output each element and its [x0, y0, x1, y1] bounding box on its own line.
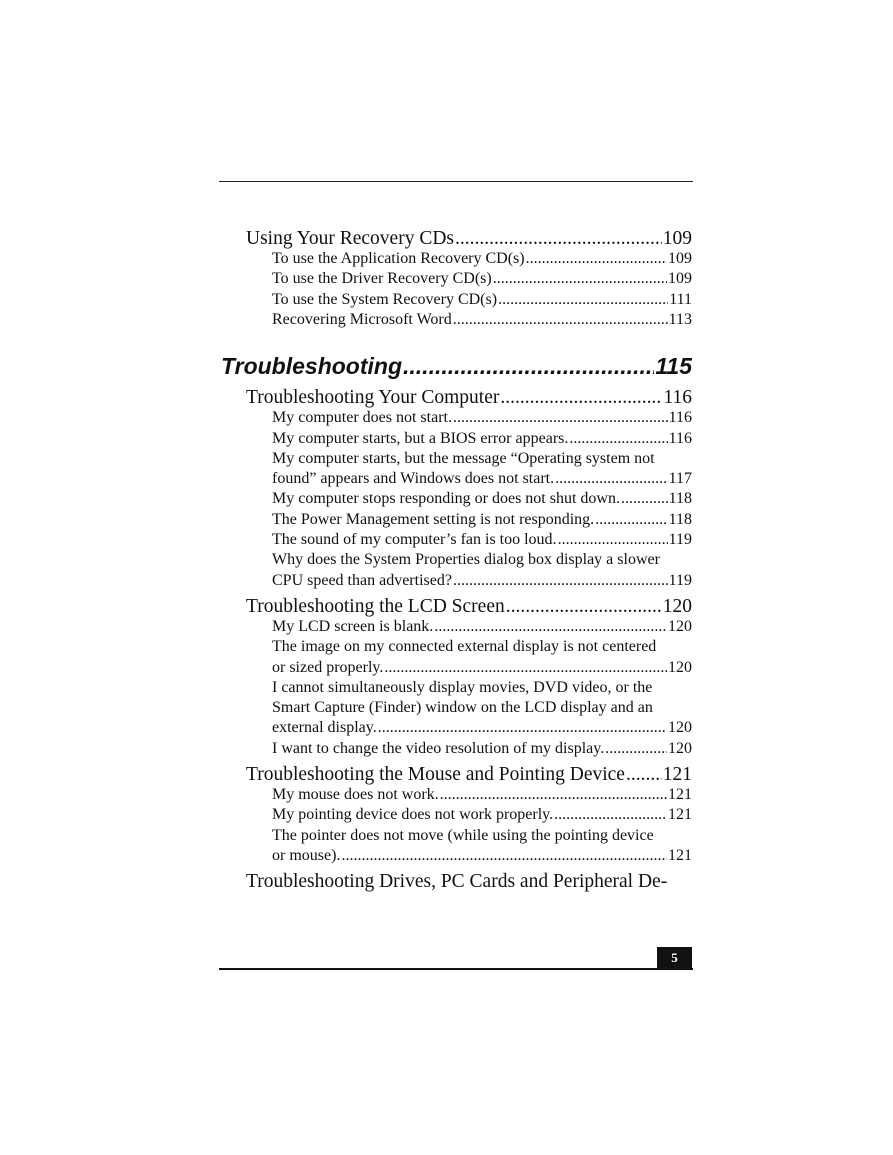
page-number: 5 [671, 950, 678, 965]
toc-subsection[interactable] [272, 847, 692, 865]
toc-entry-title: To use the Application Recovery CD(s) [272, 250, 525, 267]
toc-entry-title: Recovering Microsoft Word [272, 310, 452, 328]
toc-leader-dots [453, 311, 668, 329]
toc-subsection[interactable] [272, 409, 692, 427]
toc-leader-dots [621, 490, 668, 508]
toc-entry-title: or sized properly. [272, 658, 384, 676]
toc-entry-title: Troubleshooting the Mouse and Pointing Device [246, 764, 625, 785]
toc-entry-page: 111 [669, 290, 692, 308]
toc-section[interactable] [246, 228, 692, 250]
toc-leader-dots [554, 806, 667, 824]
toc-entry-title: CPU speed than advertised? [272, 571, 452, 589]
toc-entry-title: My pointing device does not work properly. [272, 806, 554, 824]
toc-leader-dots [595, 511, 667, 529]
toc-entry-title: My LCD screen is blank. [272, 617, 434, 635]
toc-leader-dots [341, 847, 667, 865]
toc-entry-title: My computer does not start. [272, 409, 452, 427]
toc-section[interactable] [246, 596, 692, 618]
toc-leader-dots [506, 596, 662, 618]
toc-entry-page: 116 [668, 409, 692, 427]
toc-leader-dots [440, 786, 667, 804]
page-number-badge [657, 947, 692, 969]
toc-subsection[interactable] [272, 490, 692, 508]
toc-leader-dots [605, 740, 667, 758]
toc-leader-dots [434, 618, 667, 636]
toc-leader-dots [378, 719, 667, 737]
toc-entry-title: Troubleshooting Drives, PC Cards and Peripheral De- [246, 871, 668, 893]
toc-entry-title: Troubleshooting Your Computer [246, 387, 500, 409]
toc-entry-page: 120 [668, 617, 692, 635]
toc-entry-line: The image on my connected external display is not centered [272, 638, 657, 656]
toc-entry-title: Troubleshooting [221, 353, 403, 380]
toc-subsection[interactable] [272, 572, 692, 590]
toc-entry-page: 118 [668, 490, 692, 508]
toc-leader-dots [500, 387, 662, 409]
toc-entry-page: 121 [668, 846, 692, 864]
toc-entry-page: 121 [668, 786, 692, 803]
toc-subsection[interactable] [272, 806, 692, 824]
toc-entry-page: 121 [662, 764, 692, 785]
toc-entry-page: 120 [668, 739, 692, 757]
toc-entry-title: The Power Management setting is not responding. [272, 510, 595, 528]
toc-subsection[interactable] [272, 531, 692, 549]
toc-leader-dots [455, 228, 662, 250]
toc-entry-page: 113 [668, 310, 692, 328]
toc-subsection[interactable] [272, 740, 692, 758]
toc-entry-title: To use the System Recovery CD(s) [272, 290, 498, 308]
toc-leader-dots [493, 270, 667, 288]
toc-entry-page: 120 [662, 595, 692, 617]
toc-leader-dots [453, 409, 668, 427]
toc-entry-page: 109 [668, 250, 692, 267]
toc-section[interactable] [246, 764, 692, 786]
toc-leader-dots [498, 291, 668, 309]
toc-entry-page: 117 [668, 470, 692, 488]
toc-entry-title: I want to change the video resolution of my display. [272, 739, 605, 757]
toc-entry-page: 115 [655, 353, 692, 380]
toc-subsection[interactable] [272, 511, 692, 529]
toc-subsection[interactable] [272, 311, 692, 329]
toc-entry-page: 116 [663, 387, 692, 409]
toc-subsection[interactable] [272, 291, 692, 309]
toc-leader-dots [526, 250, 667, 268]
toc-entry-title: or mouse). [272, 846, 341, 864]
toc-entry-title: My computer starts, but a BIOS error appears. [272, 429, 569, 447]
toc-section[interactable] [246, 387, 692, 409]
toc-subsection[interactable] [272, 430, 692, 448]
toc-entry-page: 119 [668, 571, 692, 589]
toc-entry-title: My mouse does not work. [272, 786, 439, 803]
toc-entry-page: 118 [668, 510, 692, 528]
toc-leader-dots [555, 470, 667, 488]
toc-leader-dots [626, 764, 662, 786]
toc-subsection[interactable] [272, 250, 692, 268]
toc-entry-page: 116 [668, 429, 692, 447]
toc-entry-page: 120 [668, 658, 692, 676]
toc-entry-line: Why does the System Properties dialog box display a slower [272, 551, 660, 569]
toc-entry-page: 109 [662, 228, 692, 249]
toc-leader-dots [569, 430, 667, 448]
toc-entry-title: found” appears and Windows does not start. [272, 470, 555, 488]
toc-chapter[interactable] [221, 353, 692, 380]
toc-leader-dots [384, 659, 667, 677]
toc-subsection[interactable] [272, 270, 692, 288]
toc-subsection[interactable] [272, 786, 692, 804]
toc-entry-title: My computer stops responding or does not shut down. [272, 490, 620, 508]
toc-leader-dots [558, 531, 668, 549]
toc-entry-title: Troubleshooting the LCD Screen [246, 595, 505, 617]
toc-leader-dots [403, 353, 654, 380]
toc-entry-title: To use the Driver Recovery CD(s) [272, 270, 492, 288]
toc-entry-line: Smart Capture (Finder) window on the LCD display and an [272, 699, 653, 717]
toc-entry-title: The sound of my computer’s fan is too loud. [272, 531, 557, 548]
toc-entry-line: I cannot simultaneously display movies, DVD video, or the [272, 678, 653, 696]
toc-entry-page: 121 [668, 806, 692, 824]
footer-rule [219, 968, 693, 970]
toc-entry-page: 120 [668, 719, 692, 737]
toc-subsection[interactable] [272, 470, 692, 488]
toc-subsection[interactable] [272, 618, 692, 636]
toc-entry-line: My computer starts, but the message “Operating system not [272, 449, 655, 467]
toc-leader-dots [453, 572, 668, 590]
toc-subsection[interactable] [272, 659, 692, 677]
toc-entry-title: external display. [272, 719, 377, 737]
toc-subsection[interactable] [272, 719, 692, 737]
toc-entry-page: 119 [668, 531, 692, 548]
toc-section[interactable] [246, 871, 692, 893]
toc-entry-page: 109 [668, 270, 692, 288]
toc-entry-title: Using Your Recovery CDs [246, 228, 455, 249]
toc-entry-line: The pointer does not move (while using the pointing device [272, 826, 654, 844]
